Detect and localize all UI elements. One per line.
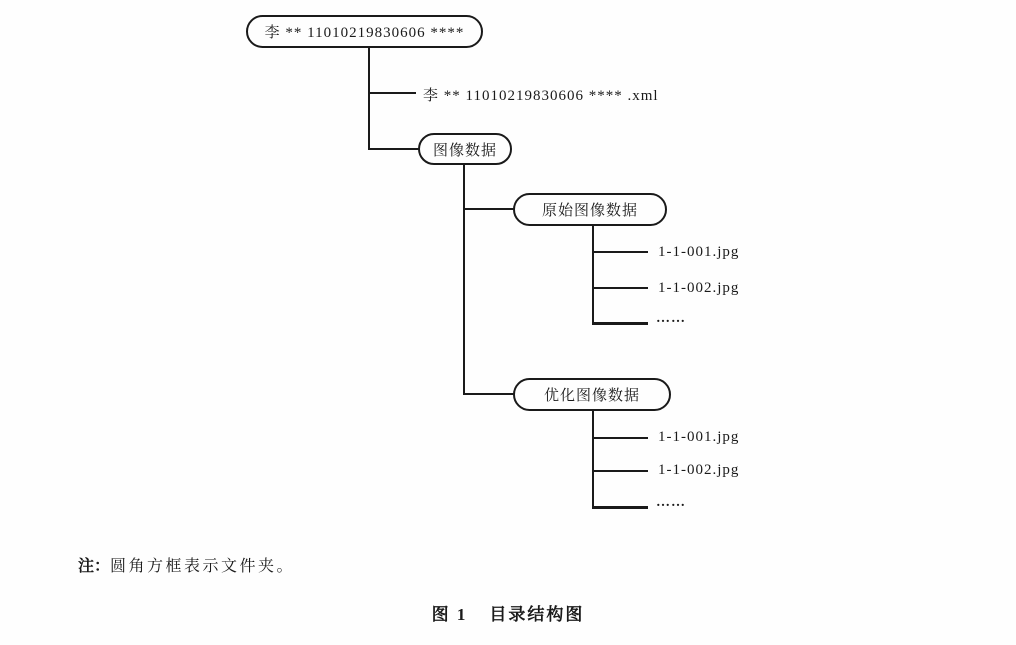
connector-optimized-branch [463,393,515,395]
connector-original-trunk [592,226,594,324]
original-file-ellipsis-label: …… [656,311,686,326]
note-label: 注 [78,558,95,575]
optimized-file-1-label: 1-1-001.jpg [658,429,740,445]
connector-image-data-trunk [463,165,465,395]
original-file-2-label: 1-1-002.jpg [658,280,740,296]
figure-caption [0,600,1016,625]
optimized-images-folder-label: 优化图像数据 [543,388,640,404]
connector-original-file-2 [592,287,648,289]
root-folder-label: 李 ** 11010219830606 **** [264,25,465,41]
optimized-file-ellipsis-label: …… [656,495,686,510]
image-data-folder-node [418,133,512,165]
root-folder-node [246,15,483,48]
note [78,553,295,576]
connector-xml-branch [368,92,416,94]
xml-file-label: 李 ** 11010219830606 **** .xml [423,88,659,104]
note-separator: ： [94,558,111,575]
connector-optimized-trunk [592,411,594,508]
optimized-images-folder-node [513,378,671,411]
connector-optimized-file-1 [592,437,648,439]
connector-root-trunk [368,47,370,150]
figure-number: 图 1 [431,605,468,624]
original-images-folder-label: 原始图像数据 [541,203,638,219]
connector-original-file-more [592,322,648,325]
connector-optimized-file-more [592,506,648,509]
original-images-folder-node [513,193,667,226]
optimized-file-2-label: 1-1-002.jpg [658,462,740,478]
connector-image-data-branch [368,148,420,150]
image-data-folder-label: 图像数据 [432,142,497,159]
note-text: 圆角方框表示文件夹。 [110,558,296,575]
original-file-1-label: 1-1-001.jpg [658,244,740,260]
connector-optimized-file-2 [592,470,648,472]
connector-original-file-1 [592,251,648,253]
figure-title: 目录结构图 [489,605,585,624]
connector-original-branch [463,208,515,210]
